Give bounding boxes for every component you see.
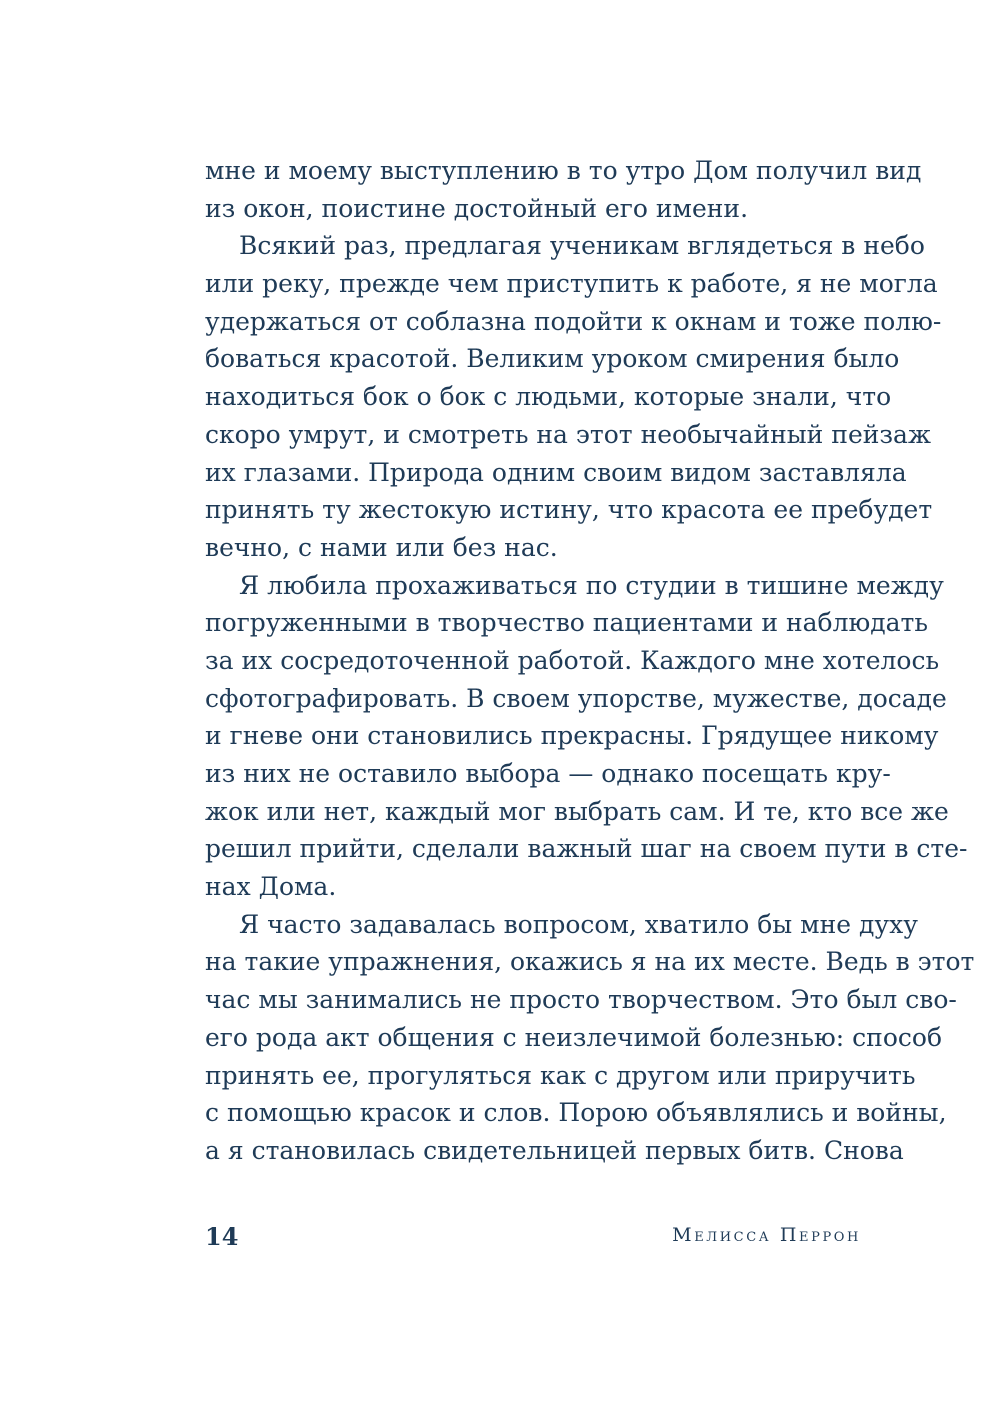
text-line: Я часто задавалась вопросом, хватило бы мне духу	[239, 909, 918, 939]
text-line: их глазами. Природа одним своим видом заставляла	[205, 457, 907, 487]
text-line: Я любила прохаживаться по студии в тишине между	[239, 570, 944, 600]
text-line: Всякий раз, предлагая ученикам вглядеться в небо	[239, 231, 925, 261]
text-line: нах Дома.	[205, 872, 337, 902]
text-line: или реку, прежде чем приступить к работе, я не могла	[205, 269, 938, 299]
text-line: скоро умрут, и смотреть на этот необычайный пейзаж	[205, 419, 931, 449]
page-number: 14	[205, 1222, 239, 1251]
text-line: принять ее, прогуляться как с другом или приручить	[205, 1060, 916, 1090]
text-line: решил прийти, сделали важный шаг на своем пути в сте-	[205, 834, 968, 864]
text-line: боваться красотой. Великим уроком смирения было	[205, 344, 900, 374]
text-line: и гневе они становились прекрасны. Грядущее никому	[205, 721, 939, 751]
paragraph-3	[205, 567, 968, 906]
text-line: сфотографировать. В своем упорстве, мужестве, досаде	[205, 683, 947, 713]
text-line: находиться бок о бок с людьми, которые знали, что	[205, 382, 892, 412]
text-line: а я становилась свидетельницей первых битв. Снова	[205, 1135, 904, 1165]
text-line: мне и моему выступлению в то утро Дом получил вид	[205, 156, 922, 185]
page-footer	[205, 1222, 861, 1252]
text-line: вечно, с нами или без нас.	[205, 532, 558, 562]
text-line: погруженными в творчество пациентами и наблюдать	[205, 608, 928, 638]
paragraph-4	[205, 906, 975, 1170]
text-line: на такие упражнения, окажись я на их месте. Ведь в этот	[205, 947, 975, 977]
body-text	[205, 152, 975, 1170]
paragraph-1	[205, 152, 922, 227]
text-line: час мы занимались не просто творчеством. Это был сво-	[205, 985, 957, 1015]
running-head-author: Мелисса Перрон	[672, 1224, 861, 1246]
text-line: из них не оставило выбора — однако посещать кру-	[205, 759, 891, 788]
text-line: принять ту жестокую истину, что красота ее пребудет	[205, 495, 933, 525]
text-line: жок или нет, каждый мог выбрать сам. И те, кто все же	[205, 796, 949, 826]
text-line: из окон, поистине достойный его имени.	[205, 193, 749, 223]
text-line: удержаться от соблазна подойти к окнам и тоже полю-	[205, 306, 942, 336]
text-line: за их сосредоточенной работой. Каждого мне хотелось	[205, 645, 940, 675]
text-line: с помощью красок и слов. Порою объявлялись и войны,	[205, 1098, 947, 1128]
text-line: его рода акт общения с неизлечимой болезнью: способ	[205, 1022, 942, 1052]
paragraph-2	[205, 227, 942, 566]
